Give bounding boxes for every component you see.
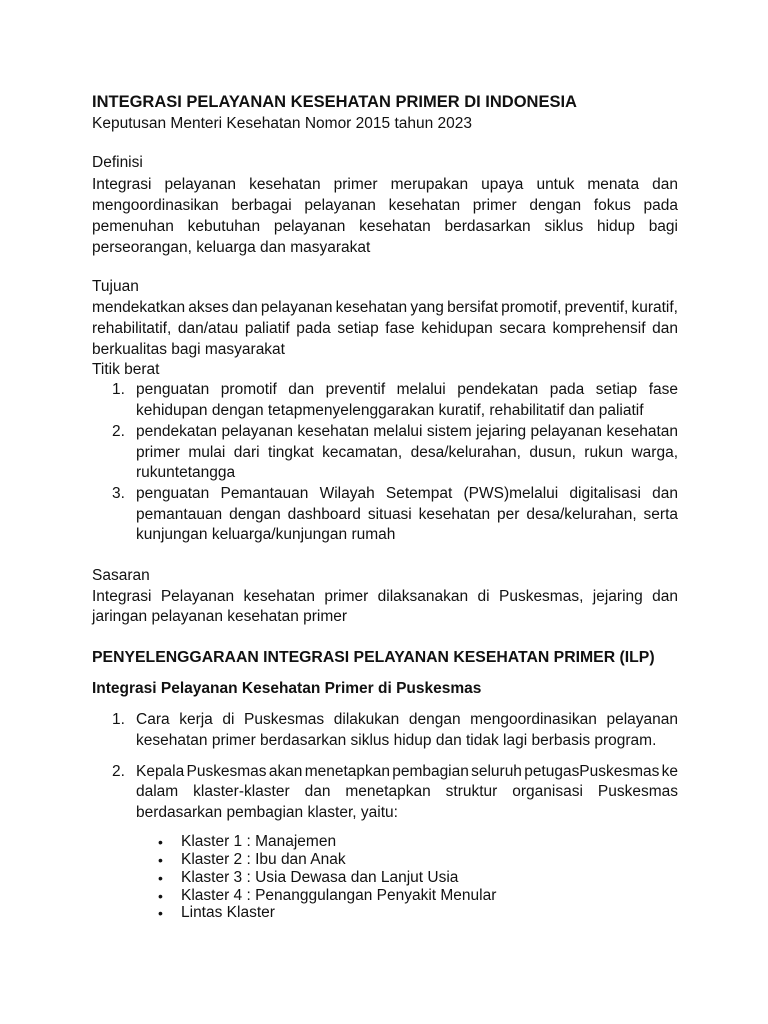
sasaran-heading: Sasaran (92, 567, 150, 584)
list-number: 2. (112, 423, 125, 440)
titik-berat-heading: Titik berat (92, 361, 160, 378)
sasaran-line: jaringan pelayanan kesehatan primer (92, 608, 348, 625)
bullet-item: Klaster 4 : Penanggulangan Penyakit Menular (181, 887, 497, 904)
bullet-icon: • (158, 834, 163, 850)
list-number: 1. (112, 381, 125, 398)
list-item-line: kunjungan keluarga/kunjungan rumah (136, 526, 396, 543)
list-item-line: kehidupan dengan tetapmenyelenggarakan kuratif, rehabilitatif dan paliatif (136, 402, 644, 419)
tujuan-line: berkualitas bagi masyarakat (92, 341, 285, 358)
list-item-line: pendekatan pelayanan kesehatan melalui sistem jejaring pelayanan kesehatan (136, 423, 678, 440)
list-item-line: kesehatan primer berdasarkan siklus hidup dan tidak lagi berbasis program. (136, 732, 657, 749)
list-item-line: pemantauan dengan dashboard situasi kesehatan per desa/kelurahan, serta (136, 506, 678, 523)
list-number: 1. (112, 711, 125, 728)
list-number: 2. (112, 763, 125, 780)
bullet-item: Lintas Klaster (181, 904, 275, 921)
bullet-item: Klaster 3 : Usia Dewasa dan Lanjut Usia (181, 869, 459, 886)
list-item-line: penguatan Pemantauan Wilayah Setempat (PWS)melalui digitalisasi dan (136, 485, 678, 502)
definisi-line: pemenuhan kebutuhan pelayanan kesehatan berdasarkan siklus hidup bagi (92, 218, 678, 235)
document-subtitle: Keputusan Menteri Kesehatan Nomor 2015 tahun 2023 (92, 115, 473, 132)
document-title: INTEGRASI PELAYANAN KESEHATAN PRIMER DI INDONESIA (92, 93, 577, 111)
tujuan-line: mendekatkan akses dan pelayanan kesehatan yang bersifat promotif, preventif, kuratif, (92, 299, 678, 316)
list-item-line: primer mulai dari tingkat kecamatan, desa/kelurahan, dusun, rukun warga, (136, 444, 678, 461)
list-item-line: Cara kerja di Puskesmas dilakukan dengan mengoordinasikan pelayanan (136, 711, 678, 728)
list-item-line: berdasarkan pembagian klaster, yaitu: (136, 804, 398, 821)
definisi-heading: Definisi (92, 154, 143, 171)
definisi-line: perseorangan, keluarga dan masyarakat (92, 239, 371, 256)
bullet-icon: • (158, 870, 163, 886)
list-item-line: dalam klaster-klaster dan menetapkan struktur organisasi Puskesmas (136, 783, 678, 800)
tujuan-heading: Tujuan (92, 278, 139, 295)
bullet-icon: • (158, 852, 163, 868)
bullet-icon: • (158, 905, 163, 921)
section-heading: PENYELENGGARAAN INTEGRASI PELAYANAN KESEHATAN PRIMER (ILP) (92, 649, 655, 666)
definisi-line: mengoordinasikan berbagai pelayanan kesehatan primer dengan fokus pada (92, 197, 678, 214)
section-subheading: Integrasi Pelayanan Kesehatan Primer di Puskesmas (92, 680, 482, 697)
definisi-line: Integrasi pelayanan kesehatan primer merupakan upaya untuk menata dan (92, 176, 678, 193)
bullet-icon: • (158, 888, 163, 904)
list-item-line: rukuntetangga (136, 464, 236, 481)
list-item-line: Kepala Puskesmas akan menetapkan pembagian seluruh petugasPuskesmas ke (136, 763, 678, 780)
bullet-item: Klaster 2 : Ibu dan Anak (181, 851, 346, 868)
sasaran-line: Integrasi Pelayanan kesehatan primer dilaksanakan di Puskesmas, jejaring dan (92, 588, 678, 605)
tujuan-line: rehabilitatif, dan/atau paliatif pada setiap fase kehidupan secara komprehensif dan (92, 320, 678, 337)
bullet-item: Klaster 1 : Manajemen (181, 833, 337, 850)
list-item-line: penguatan promotif dan preventif melalui pendekatan pada setiap fase (136, 381, 678, 398)
list-number: 3. (112, 485, 125, 502)
